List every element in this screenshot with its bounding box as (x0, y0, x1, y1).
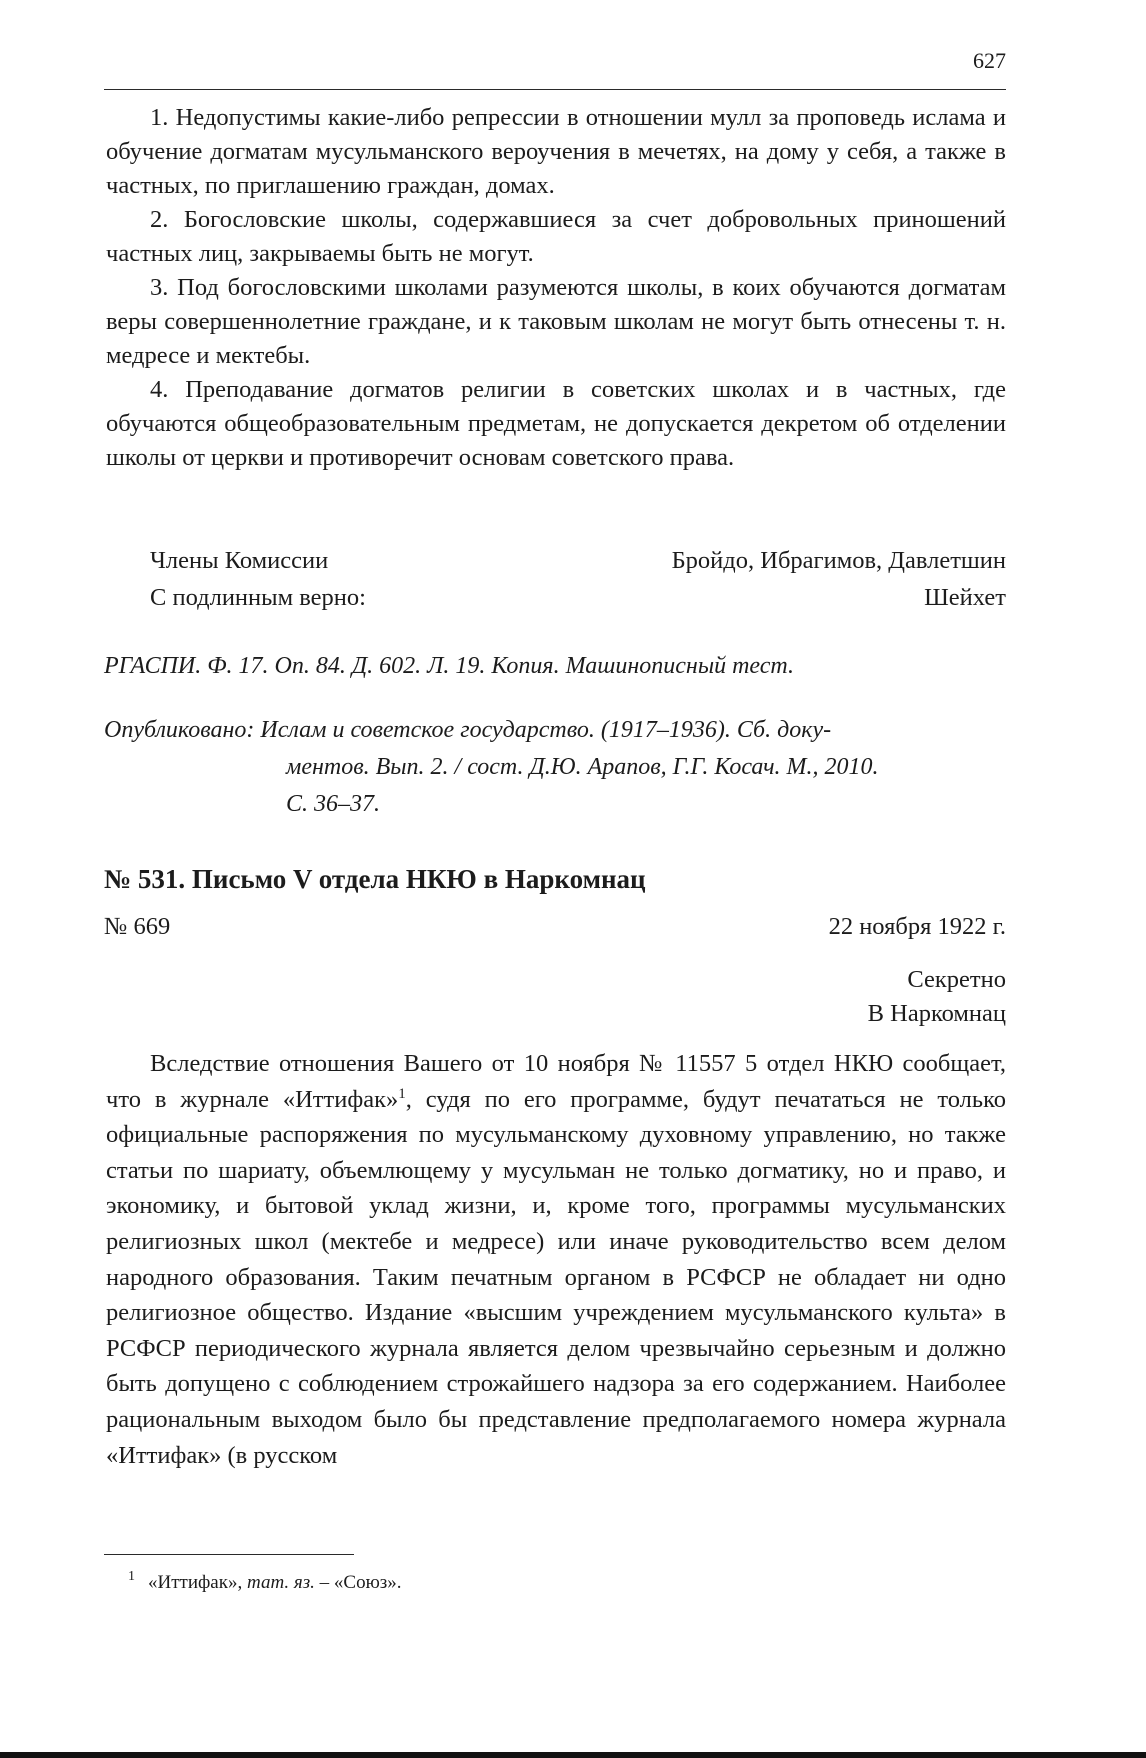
document-number: № 669 (104, 913, 171, 940)
letter-paragraph (106, 1046, 1006, 1473)
footnote (128, 1569, 402, 1597)
letter-text: , судя по его программе, будут печататься не только официальные распоряжения по мусульманскому духовному управлению, но также статьи по шариату, объемлющему у мусульман не только догматику, но и право, и экономику, и бытовой уклад жизни, и, кроме того, программы мусульманских религиозных школ (мектебе и медресе) или иначе руководительство всем делом народного образования. Таким печатным органом в РСФСР не обладает ни одно религиозное общество. Издание «высшим учреждением мусульманского культа» в РСФСР периодического журнала является делом чрезвычайно серьезным и должно быть допущено с соблюдением строжайшего надзора за его содержанием. Наиболее рациональным выходом было бы представление предполагаемого номера журнала «Иттифак» (в русском (106, 1085, 1006, 1469)
footnote-language: тат. яз. (246, 1572, 315, 1593)
decision-item: 2. Богословские школы, содержавшиеся за счет добровольных приношений частных лиц, закрываемы быть не могут. (106, 206, 1006, 267)
decision-item: 1. Недопустимы какие-либо репрессии в отношении мулл за проповедь ислама и обучение догматам мусульманского вероучения в мечетях, на дому у себя, а также в частных, по приглашению граждан, домах. (106, 104, 1006, 199)
header-rule (104, 89, 1006, 90)
signature-names: Бройдо, Ибрагимов, Давлетшин (671, 547, 1006, 574)
footnote-rule (104, 1554, 354, 1555)
decision-list (106, 101, 1006, 475)
decision-item: 4. Преподавание догматов религии в советских школах и в частных, где обучаются общеобразовательным предметам, не допускается декретом об отделении школы от церкви и противоречит основам советского права. (106, 376, 1006, 471)
footnote-marker: 1 (128, 1569, 135, 1584)
scan-edge (0, 1752, 1146, 1758)
signature-names: Шейхет (924, 584, 1006, 611)
signature-role: С подлинным верно: (150, 584, 366, 611)
publication-line: С. 36–37. (286, 791, 381, 817)
letter-text: Вследствие отношения Вашего от 10 ноября № 11557 5 отдел НКЮ сообщает, что в журнале «Иттифак» (106, 1050, 1006, 1113)
page-number: 627 (973, 48, 1006, 73)
document-date: 22 ноября 1922 г. (828, 913, 1006, 940)
decision-item: 3. Под богословскими школами разумеются школы, в коих обучаются догматам веры совершеннолетние граждане, и к таковым школам не могут быть отнесены т. н. медресе и мектебы. (106, 274, 1006, 369)
publication-line: ментов. Вып. 2. / сост. Д.Ю. Арапов, Г.Г. Косач. М., 2010. (286, 754, 879, 780)
signature-row (150, 581, 1006, 615)
footnote-text: «Иттифак», (148, 1572, 247, 1593)
publication-note (104, 712, 1006, 824)
document-meta (104, 910, 1006, 944)
publication-label: Опубликовано: (104, 717, 255, 743)
footnote-text: – «Союз». (314, 1572, 402, 1593)
addressee: В Наркомнац (867, 1000, 1006, 1027)
archive-source: РГАСПИ. Ф. 17. Оп. 84. Д. 602. Л. 19. Копия. Машинописный тест. (104, 653, 795, 679)
publication-line: Ислам и советское государство. (1917–1936). Сб. доку- (260, 717, 832, 743)
signature-row (150, 544, 1006, 578)
document-title: № 531. Письмо V отдела НКЮ в Наркомнац (104, 864, 646, 894)
letter-body (106, 1046, 1006, 1473)
signature-role: Члены Комиссии (150, 547, 329, 574)
classification-mark: Секретно (907, 966, 1006, 993)
footnote-reference: 1 (398, 1085, 406, 1102)
